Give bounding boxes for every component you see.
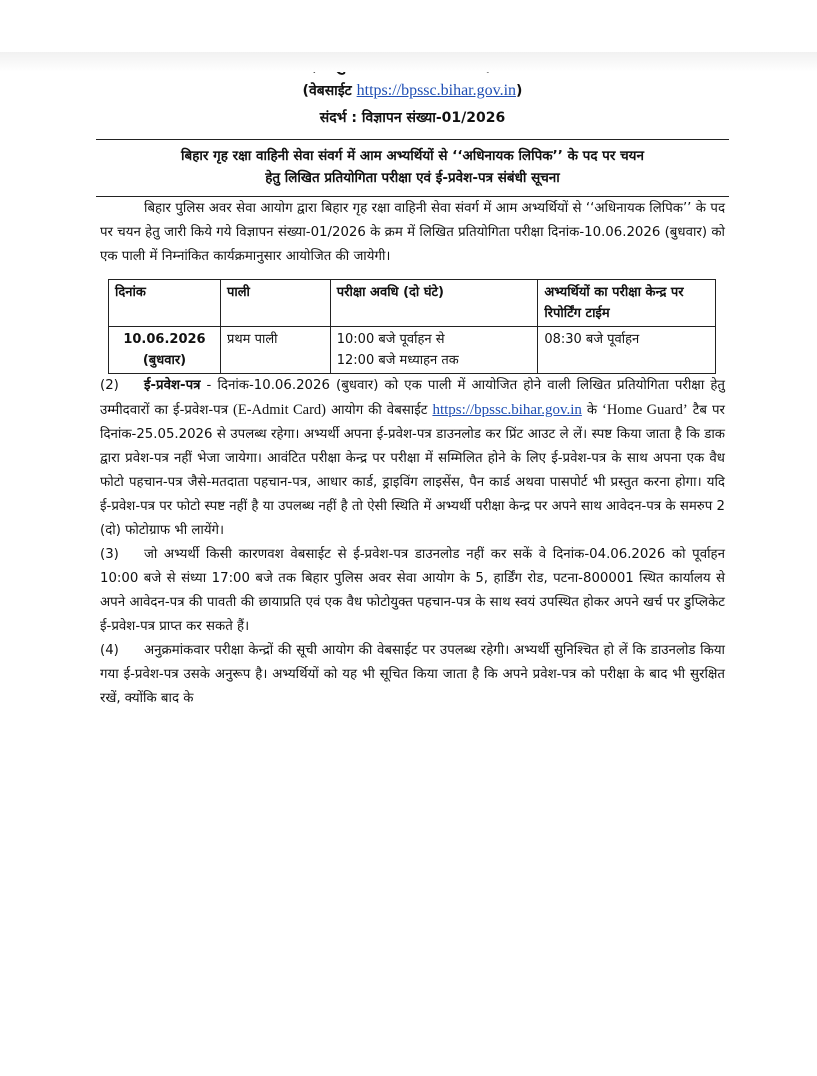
- cell-date: [109, 327, 221, 374]
- subject-box: [96, 139, 729, 197]
- cell-reporting: 08:30 बजे पूर्वाहन: [538, 327, 716, 374]
- exam-day: (बुधवार): [142, 353, 187, 368]
- section-2-website-link[interactable]: https://bpssc.bihar.gov.in: [432, 402, 582, 418]
- website-prefix: (वेबसाईट: [302, 83, 357, 99]
- section-3-text: जो अभ्यर्थी किसी कारणवश वेबसाईट से ई-प्रवेश-पत्र डाउनलोड नहीं कर सकें वे दिनांक-04.06.2026 को पूर्वाहन 10:00 बजे से संध्या 17:00 बजे तक बिहार पुलिस अवर सेवा आयोग के 5, हार्डिंग रोड, पटना-800001 स्थित कार्यालय से अपने आवेदन-पत्र की पावती की छायाप्रति एवं एक वैध फोटोयुक्त पहचान-पत्र के साथ स्वयं उपस्थित होकर अपने खर्च पर डुप्लिकेट ई-प्रवेश-पत्र प्राप्त कर सकते हैं।: [100, 547, 725, 634]
- intro-paragraph: बिहार पुलिस अवर सेवा आयोग द्वारा बिहार गृह रक्षा वाहिनी सेवा संवर्ग में आम अभ्यर्थियों से ‘‘अधिनायक लिपिक’’ के पद पर चयन हेतु जारी किये गये विज्ञापन संख्या-01/2026 के क्रम में लिखित प्रतियोगिता परीक्षा दिनांक-10.06.2026 (बुधवार) को एक पाली में निम्नांकित कार्यक्रमानुसार आयोजित की जायेगी।: [100, 201, 725, 264]
- cell-shift: प्रथम पाली: [220, 327, 330, 374]
- col-header-date: दिनांक: [109, 280, 221, 327]
- col-header-duration: परीक्षा अवधि (दो घंटे): [330, 280, 538, 327]
- section-2-eadmit: (E-Admit Card): [233, 402, 326, 418]
- section-3-number: (3): [100, 547, 119, 562]
- schedule-header-row: [109, 280, 716, 327]
- section-2-text-1: - दिनांक-10.06.2026 (बुधवार) को एक पाली में आयोजित होने वाली लिखित प्रतियोगिता परीक्षा हेतु उम्मीदवारों का ई-प्रवेश-पत्र: [100, 378, 725, 418]
- section-3-paragraph: [100, 543, 725, 639]
- section-2-tab-name: ‘Home Guard’: [602, 402, 688, 418]
- duration-end: 12:00 बजे मध्याहन तक: [336, 353, 459, 368]
- section-4-number: (4): [100, 643, 119, 658]
- notice-page: [0, 52, 817, 1076]
- website-line: [100, 81, 725, 100]
- section-2-text-4: टैब पर दिनांक-25.05.2026 से उपलब्ध रहेगा। अभ्यर्थी अपना ई-प्रवेश-पत्र डाउनलोड कर प्रिंट आउट ले लें। स्पष्ट किया जाता है कि डाक द्वारा प्रवेश-पत्र नहीं भेजा जायेगा। आवंटित परीक्षा केन्द्र पर परीक्षा में सम्मिलित होने के लिए ई-प्रवेश-पत्र के साथ अपना एक वैध फोटो पहचान-पत्र जैसे-मतदाता पहचान-पत्र, आधार कार्ड, ड्राइविंग लाइसेंस, पैन कार्ड अथवा पासपोर्ट भी प्रस्तुत करना होगा। यदि ई-प्रवेश-पत्र पर फोटो स्पष्ट नहीं है या उपलब्ध नहीं है तो ऐसी स्थिति में अभ्यर्थी परीक्षा केन्द्र पर अपने साथ आवेदन-पत्र के समरुप 2 (दो) फोटोग्राफ भी लायेंगे।: [100, 403, 725, 538]
- section-2-paragraph: [100, 374, 725, 543]
- website-suffix: ): [516, 83, 523, 99]
- website-link[interactable]: https://bpssc.bihar.gov.in: [356, 82, 517, 99]
- subject-line-1: बिहार गृह रक्षा वाहिनी सेवा संवर्ग में आम अभ्यर्थियों से ‘‘अधिनायक लिपिक’’ के पद पर चयन: [181, 148, 644, 164]
- reference-line: संदर्भ : विज्ञापन संख्या-01/2026: [319, 110, 506, 126]
- exam-schedule-table: [108, 279, 716, 374]
- col-header-shift: पाली: [220, 280, 330, 327]
- cell-duration: [330, 327, 538, 374]
- exam-date: 10.06.2026: [123, 332, 206, 347]
- subject-line-2: हेतु लिखित प्रतियोगिता परीक्षा एवं ई-प्रवेश-पत्र संबंधी सूचना: [265, 170, 560, 186]
- section-4-paragraph: [100, 639, 725, 711]
- section-2-text-2: आयोग की वेबसाईट: [326, 403, 433, 418]
- page-top-edge: [0, 52, 817, 72]
- section-2-label: ई-प्रवेश-पत्र: [144, 378, 201, 393]
- duration-start: 10:00 बजे पूर्वाहन से: [336, 332, 445, 347]
- section-2-text-3: के: [581, 403, 603, 418]
- col-header-reporting: अभ्यर्थियों का परीक्षा केन्द्र पर रिपोर्टिंग टाईम: [538, 280, 716, 327]
- section-2-number: (2): [100, 378, 119, 393]
- section-4-text: अनुक्रमांकवार परीक्षा केन्द्रों की सूची आयोग की वेबसाईट पर उपलब्ध रहेगी। अभ्यर्थी सुनिश्चित हो लें कि डाउनलोड किया गया ई-प्रवेश-पत्र उसके अनुरूप है। अभ्यर्थियों को यह भी सूचित किया जाता है कि अपने प्रवेश-पत्र को परीक्षा के बाद भी सुरक्षित रखें, क्योंकि बाद के: [100, 643, 725, 706]
- schedule-row: [109, 327, 716, 374]
